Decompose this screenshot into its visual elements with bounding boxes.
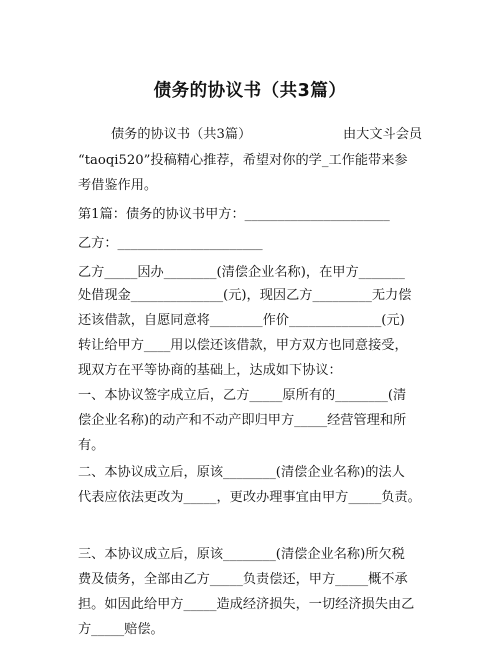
body-line: 乙方：______________________: [78, 236, 263, 251]
body-line: 乙方_____因办________(清偿企业名称)，在甲方_______: [78, 265, 405, 280]
body-line: 有。: [78, 438, 105, 453]
body-line: 处借现金______________(元)，现因乙方_________无力偿: [78, 288, 412, 303]
body-line: 偿企业名称)的动产和不动产即归甲方_____经营管理和所: [78, 413, 407, 428]
body-line: 代表应依法更改为_____，更改办理事宜由甲方_____负责。: [78, 490, 421, 505]
body-line: 考借鉴作用。: [78, 178, 158, 193]
body-line: 二、本协议成立后，原该________(清偿企业名称)的法人: [78, 465, 405, 480]
author-credit: 由大文斗会员: [343, 127, 423, 142]
body-line: 还该借款，自愿同意将________作价______________(元): [78, 313, 405, 328]
body-line: “taoqi520”投稿精心推荐，希望对你的学_工作能带来参: [78, 153, 408, 168]
body-line: 担。如因此给甲方_____造成经济损失，一切经济损失由乙: [78, 597, 415, 612]
body-line: 方_____赔偿。: [78, 622, 164, 637]
document-subtitle: 债务的协议书（共3篇）: [111, 127, 252, 142]
body-line: 三、本协议成立后，原该________(清偿企业名称)所欠税: [78, 547, 405, 562]
body-line: 一、本协议签字成立后，乙方_____原所有的________(清: [78, 388, 407, 403]
body-line: 转让给甲方____用以偿还该借款，甲方双方也同意接受，: [78, 338, 408, 353]
body-line: 现双方在平等协商的基础上，达成如下协议：: [78, 363, 342, 378]
body-line: 第1篇：债务的协议书甲方：______________________: [78, 207, 390, 222]
body-line: 费及债务，全部由乙方_____负责偿还，甲方_____概不承: [78, 572, 408, 587]
document-title: 债务的协议书（共3篇）: [153, 81, 347, 101]
